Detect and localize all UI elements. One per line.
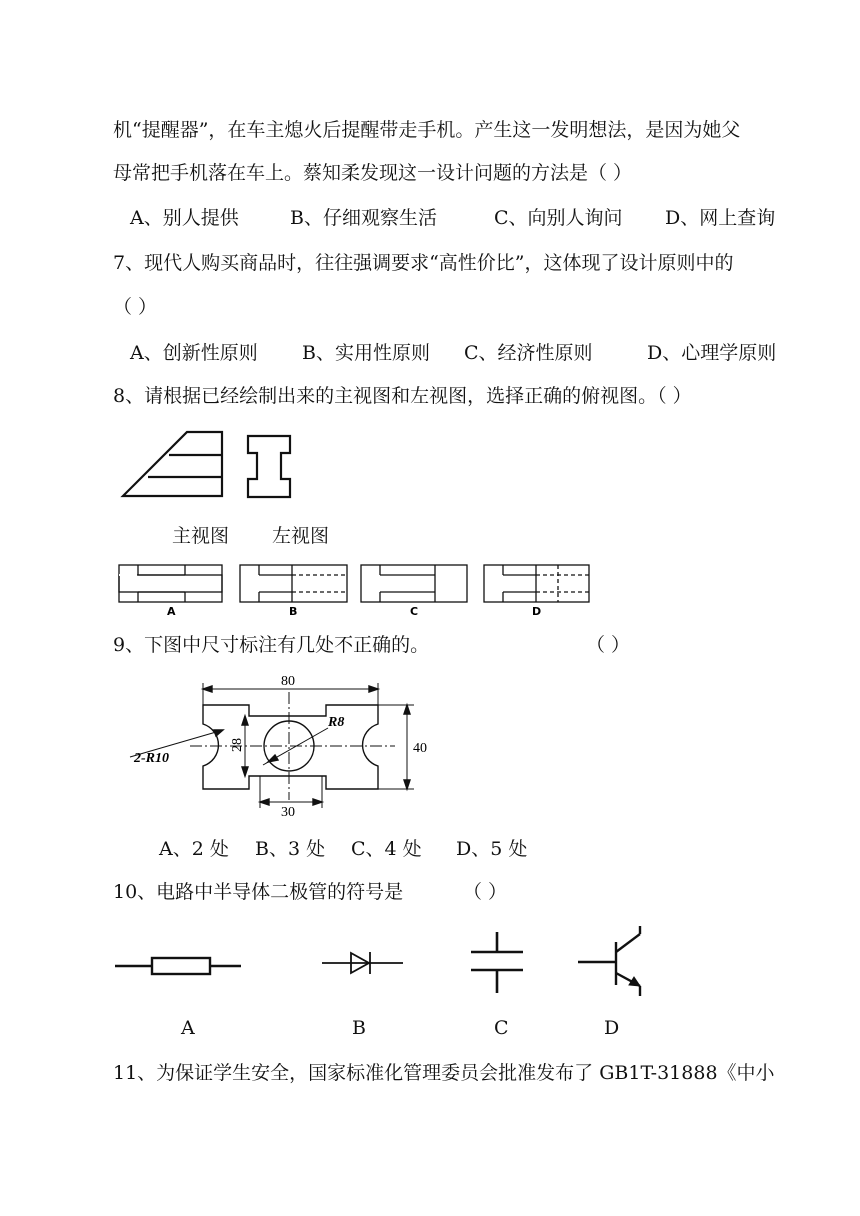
front-view-drawing: [123, 432, 222, 496]
left-view-label: 左视图: [272, 525, 330, 547]
q6-option-a: A、别人提供: [130, 207, 239, 229]
q8-choice-c-label: C: [410, 605, 419, 618]
q8-choice-d-drawing: [484, 565, 589, 602]
q7-option-b: B、实用性原则: [302, 342, 430, 364]
question-9-text: 9、下图中尺寸标注有几处不正确的。: [113, 634, 430, 656]
question-6-text-line2: 母常把手机落在车上。蔡知柔发现这一设计问题的方法是（ ）: [113, 162, 633, 184]
q9-part-drawing: [130, 683, 414, 808]
question-6-text-line1: 机“提醒器”，在车主熄火后提醒带走手机。产生这一发明想法，是因为她父: [113, 119, 741, 141]
q10-choice-b-label: B: [352, 1017, 366, 1039]
q8-choice-b-drawing: [240, 565, 347, 602]
q6-option-c: C、向别人询问: [494, 207, 623, 229]
q9-option-c: C、4 处: [351, 838, 422, 860]
q6-option-b: B、仔细观察生活: [290, 207, 437, 229]
q10-choice-d-label: D: [604, 1017, 620, 1039]
q9-option-b: B、3 处: [255, 838, 326, 860]
question-10-bracket: （ ）: [463, 881, 508, 903]
left-view-drawing: [248, 436, 290, 497]
q8-choice-a-label: A: [167, 605, 176, 618]
q10-choice-c-label: C: [494, 1017, 509, 1039]
q7-option-a: A、创新性原则: [130, 342, 258, 364]
q8-choice-a-drawing: [119, 565, 222, 602]
q8-choice-d-label: D: [532, 605, 542, 618]
q9-dim-r8: R8: [328, 715, 345, 730]
q8-choice-b-label: B: [289, 605, 298, 618]
question-7-text-line1: 7、现代人购买商品时，往往强调要求“高性价比”，这体现了设计原则中的: [113, 252, 734, 274]
q10-resistor-symbol: [115, 958, 241, 974]
q6-option-d: D、网上查询: [665, 207, 776, 229]
q9-dim-80: 80: [281, 674, 295, 689]
question-11-text: 11、为保证学生安全，国家标准化管理委员会批准发布了 GB1T-31888《中小: [113, 1062, 775, 1084]
question-8-text: 8、请根据已经绘制出来的主视图和左视图，选择正确的俯视图。（ ）: [113, 385, 692, 407]
q10-transistor-symbol: [578, 926, 640, 996]
q9-option-d: D、5 处: [456, 838, 528, 860]
q9-dim-28: 28: [230, 738, 245, 752]
q10-capacitor-symbol: [471, 932, 523, 993]
q9-dim-2r10: 2-R10: [134, 751, 169, 766]
q8-choice-c-drawing: [361, 565, 467, 602]
question-9-bracket: （ ）: [586, 634, 631, 656]
q9-dim-30: 30: [281, 805, 295, 820]
q10-choice-a-label: A: [181, 1017, 195, 1039]
q9-dim-40: 40: [413, 741, 427, 756]
q10-diode-symbol: [322, 952, 403, 974]
front-view-label: 主视图: [172, 525, 230, 547]
q9-option-a: A、2 处: [159, 838, 229, 860]
q7-option-c: C、经济性原则: [464, 342, 593, 364]
q7-option-d: D、心理学原则: [647, 342, 777, 364]
question-7-text-line2: （ ）: [113, 296, 158, 318]
question-10-text: 10、电路中半导体二极管的符号是: [113, 881, 404, 903]
